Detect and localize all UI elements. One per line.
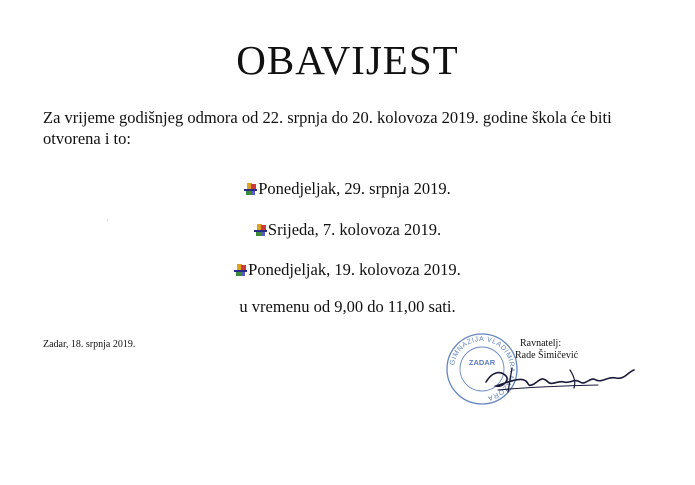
open-date-3 — [0, 260, 695, 280]
svg-text:GIMNAZIJA VLADIMIRA NAZORA: GIMNAZIJA VLADIMIRA NAZORA — [449, 335, 516, 402]
handwritten-signature — [478, 352, 638, 402]
open-date-1-text: Ponedjeljak, 29. srpnja 2019. — [258, 179, 451, 198]
colored-square-bullet-icon — [244, 183, 257, 195]
open-date-2 — [0, 220, 695, 240]
svg-text:ZADAR: ZADAR — [468, 358, 496, 367]
paper-speck — [107, 220, 108, 221]
notice-intro: Za vrijeme godišnjeg odmora od 22. srpnja do 20. kolovoza 2019. godine škola će biti otvorena i to: — [43, 108, 612, 148]
opening-hours: u vremenu od 9,00 do 11,00 sati. — [239, 297, 456, 316]
colored-square-bullet-icon — [234, 264, 247, 276]
open-date-2-text: Srijeda, 7. kolovoza 2019. — [267, 220, 442, 239]
signatory-role: Ravnatelj: — [520, 338, 562, 349]
place-and-date: Zadar, 18. srpnja 2019. — [43, 339, 136, 350]
open-date-3-text: Ponedjeljak, 19. kolovoza 2019. — [248, 260, 461, 279]
open-date-1 — [0, 179, 695, 199]
notice-title: OBAVIJEST — [236, 37, 459, 83]
colored-square-bullet-icon — [254, 224, 267, 236]
signatory-name: Rade Šimičević — [515, 350, 579, 361]
